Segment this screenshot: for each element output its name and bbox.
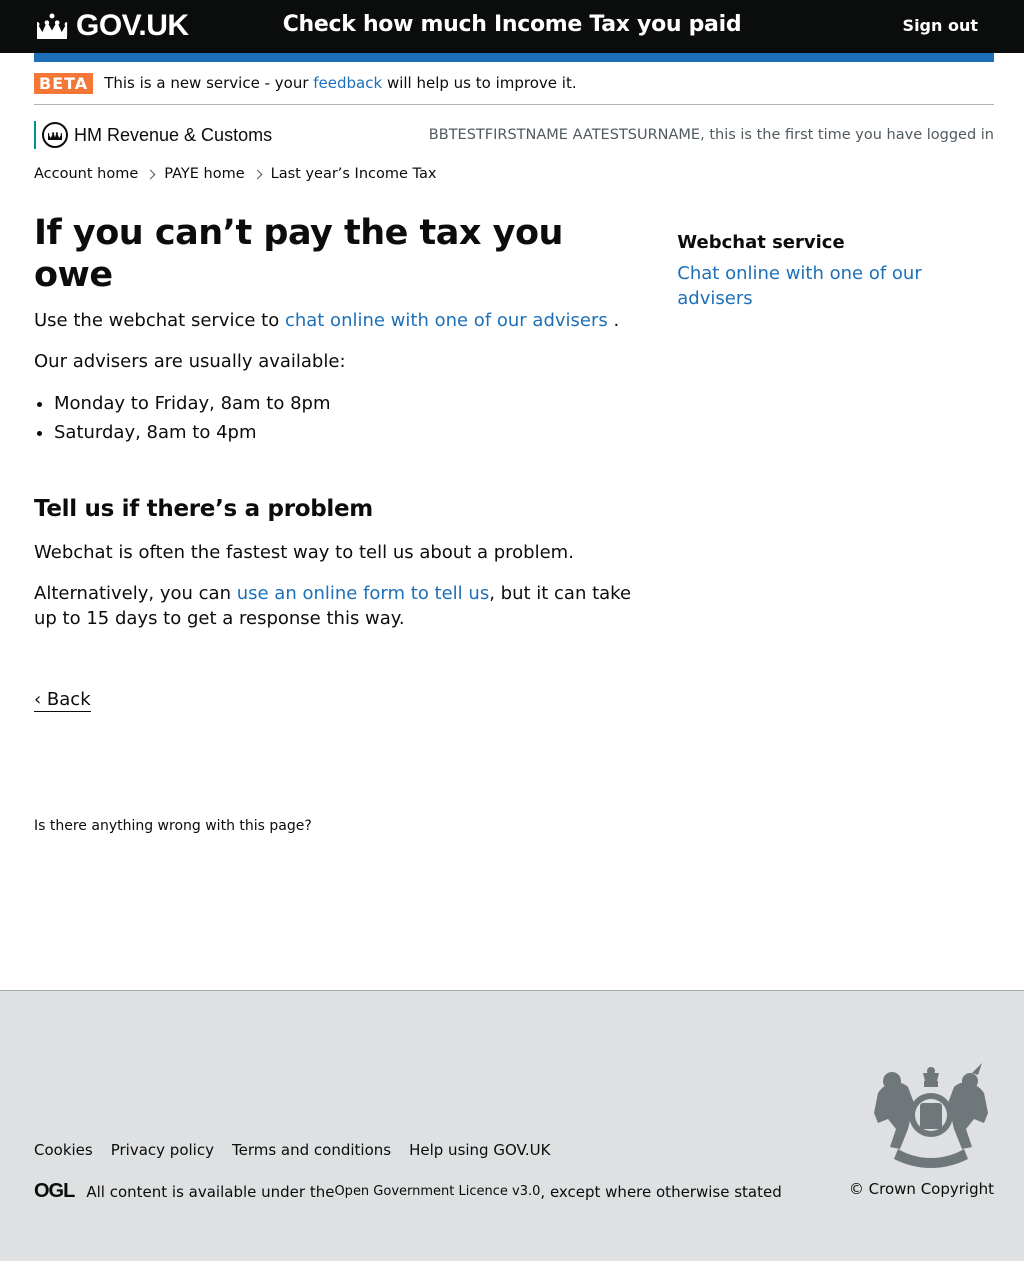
header-blue-bar bbox=[34, 53, 994, 62]
footer bbox=[0, 990, 1024, 1261]
breadcrumb-paye-home[interactable]: PAYE home bbox=[164, 166, 245, 182]
sign-out-link[interactable]: Sign out bbox=[902, 16, 978, 35]
footer-link-help[interactable]: Help using GOV.UK bbox=[409, 1141, 551, 1159]
list-item: • Monday to Friday, 8am to 8pm bbox=[54, 389, 637, 418]
breadcrumb bbox=[34, 166, 1024, 182]
breadcrumb-account-home[interactable]: Account home bbox=[34, 166, 139, 182]
problem-heading: Tell us if there’s a problem bbox=[34, 496, 373, 522]
page-title: If you can’t pay the tax you owe bbox=[34, 213, 563, 295]
online-form-link[interactable]: use an online form to tell us bbox=[236, 583, 490, 604]
beta-tag: BETA bbox=[34, 73, 93, 94]
service-name[interactable]: Check how much Income Tax you paid bbox=[282, 12, 742, 37]
crown-icon bbox=[34, 12, 70, 40]
webchat-service-heading: Webchat service bbox=[677, 232, 845, 253]
chevron-right-icon bbox=[252, 169, 262, 179]
list-item: • Saturday, 8am to 4pm bbox=[54, 418, 637, 447]
govuk-logo-link[interactable] bbox=[34, 9, 189, 43]
phase-text-before: This is a new service - your bbox=[104, 74, 314, 92]
account-bar bbox=[34, 121, 994, 149]
licence-info bbox=[34, 1180, 782, 1203]
footer-links bbox=[34, 1141, 568, 1159]
royal-coat-of-arms-icon bbox=[868, 1063, 994, 1169]
webchat-paragraph bbox=[34, 308, 637, 333]
phase-banner bbox=[34, 62, 994, 105]
licence-text-before: All content is available under the bbox=[86, 1182, 335, 1201]
global-header bbox=[0, 0, 1024, 53]
main-content bbox=[34, 182, 994, 712]
organisation-logo bbox=[34, 121, 272, 149]
footer-link-privacy[interactable]: Privacy policy bbox=[110, 1141, 214, 1159]
webchat-sidebar bbox=[677, 182, 994, 712]
chat-online-link[interactable]: chat online with one of our advisers bbox=[284, 310, 608, 331]
hmrc-crest-icon bbox=[42, 122, 68, 148]
feedback-link[interactable]: feedback bbox=[313, 74, 383, 92]
webchat-text-before: Use the webchat service to bbox=[34, 310, 285, 331]
availability-list bbox=[34, 389, 637, 447]
availability-intro: Our advisers are usually available: bbox=[34, 351, 346, 372]
footer-link-terms[interactable]: Terms and conditions bbox=[231, 1141, 392, 1159]
sidebar-chat-online-link[interactable]: Chat online with one of our advisers bbox=[677, 263, 922, 309]
welcome-message: BBTESTFIRSTNAME AATESTSURNAME, this is the first time you have logged in bbox=[428, 127, 994, 143]
ogl-logo-icon: OGL bbox=[34, 1180, 75, 1202]
problem-paragraph: Webchat is often the fastest way to tell us about a problem. bbox=[34, 542, 574, 563]
report-problem-link[interactable]: Is there anything wrong with this page? bbox=[34, 818, 312, 834]
logo-text: GOV.UK bbox=[76, 9, 189, 42]
phase-banner-text bbox=[104, 74, 576, 92]
licence-text-after: , except where otherwise stated bbox=[540, 1182, 782, 1201]
chevron-right-icon bbox=[146, 169, 156, 179]
phase-text-after: will help us to improve it. bbox=[382, 74, 577, 92]
alt-text-before: Alternatively, you can bbox=[34, 583, 237, 604]
back-link[interactable]: ‹ Back bbox=[34, 689, 91, 710]
alt-text-after: , but it can take up to 15 days to get a response this way. bbox=[34, 583, 632, 629]
footer-link-cookies[interactable]: Cookies bbox=[34, 1141, 93, 1159]
crown-copyright[interactable]: © Crown Copyright bbox=[848, 1180, 994, 1198]
content-column bbox=[34, 182, 637, 712]
webchat-text-after: . bbox=[607, 310, 620, 331]
open-government-licence-link[interactable]: Open Government Licence v3.0 bbox=[334, 1184, 541, 1199]
breadcrumb-last-year-income-tax[interactable]: Last year’s Income Tax bbox=[270, 166, 437, 182]
alternative-paragraph bbox=[34, 581, 637, 631]
organisation-name: HM Revenue & Customs bbox=[74, 124, 273, 145]
